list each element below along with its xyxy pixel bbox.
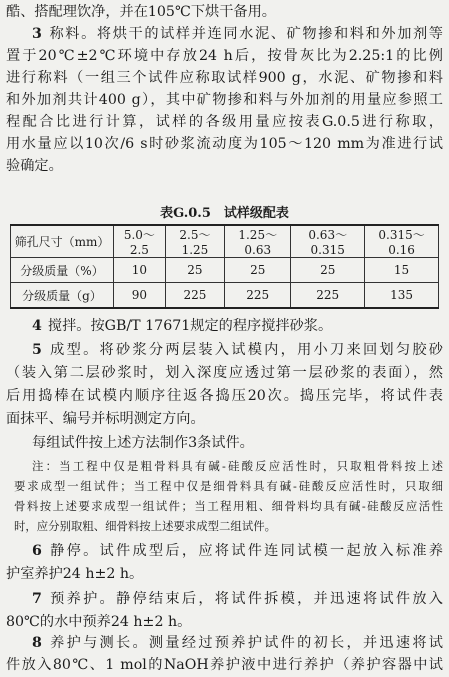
paragraph-line: 验确定。 <box>6 158 63 174</box>
table-cell: 25 <box>291 258 365 283</box>
table-cell: 90 <box>114 283 166 309</box>
table-row <box>11 283 439 309</box>
table-cell: 5.0～2.5 <box>114 225 166 258</box>
item-3-line <box>32 24 443 44</box>
paragraph-line: （装入第二层砂浆时，划入深度应透过第一层砂浆的表面），然 <box>6 365 443 381</box>
item-8-text: 养护与测长。测量经过预养护试件的初长，并迅速将试 <box>47 635 443 651</box>
paragraph-line: 程配合比进行计算，试样的各级用量应按表G.0.5进行称取， <box>6 114 443 130</box>
item-6-text: 静停。试件成型后，应将试件连同试模一起放入标准养 <box>47 543 443 559</box>
item-number: 4 <box>32 318 42 334</box>
item-7-line <box>32 589 443 609</box>
paragraph-line: 和外加剂共计400 g），其中矿物掺和料与外加剂的用量应参照工 <box>6 92 443 108</box>
item-4-line <box>32 316 443 336</box>
item-number: 7 <box>32 591 42 607</box>
item-7-text: 预养护。静停结束后，将试件拆模，并迅速将试件放入 <box>47 591 443 607</box>
item-6-line <box>32 541 443 561</box>
paragraph-line: 面抹平、编号并标明测定方向。 <box>6 411 205 427</box>
note-line: 注：当工程中仅是粗骨料具有碱-硅酸反应活性时，只取粗骨料按上述 <box>32 459 443 473</box>
paragraph-line: 置于20℃±2℃环境中存放24 h后，按骨灰比为2.25:1的比例 <box>6 48 443 64</box>
table-cell: 225 <box>165 283 224 309</box>
table-cell: 135 <box>365 283 439 309</box>
table-cell: 0.63～0.315 <box>291 225 365 258</box>
table-cell: 筛孔尺寸（mm） <box>11 225 114 258</box>
item-4-text: 搅拌。按GB/T 17671规定的程序搅拌砂浆。 <box>47 318 333 334</box>
paragraph-line: 酷、搭配理饮净，并在105℃下烘干备用。 <box>6 4 276 20</box>
table-cell: 1.25～0.63 <box>225 225 291 258</box>
table-cell: 25 <box>165 258 224 283</box>
table-cell: 10 <box>114 258 166 283</box>
table-header-row <box>11 225 439 258</box>
table-cell: 225 <box>291 283 365 309</box>
item-5-line <box>32 340 443 360</box>
table-cell: 0.315～0.16 <box>365 225 439 258</box>
table-cell: 分级质量（g） <box>11 283 114 309</box>
table-cell: 25 <box>225 258 291 283</box>
note-line: 时，应分别取粗、细骨料按上述要求成型二组试件。 <box>14 519 276 533</box>
paragraph-line: 80℃的水中预养24 h±2 h。 <box>6 614 192 630</box>
note-line: 骨料按上述要求成型一组试件；当工程用粗、细骨料均具有碱-硅酸反应活性 <box>14 499 443 513</box>
table-cell: 2.5～1.25 <box>165 225 224 258</box>
table-cell: 225 <box>225 283 291 309</box>
paragraph-line: 护室养护24 h±2 h。 <box>6 566 144 582</box>
paragraph-line: 进行称料（一组三个试件应称取试样900 g，水泥、矿物掺和料 <box>6 70 443 86</box>
table-row <box>11 258 439 283</box>
item-8-line <box>32 633 443 653</box>
item-number: 8 <box>32 635 42 651</box>
paragraph-line: 用水量应以10次/6 s时砂浆流动度为105～120 mm为准进行试 <box>6 136 443 152</box>
item-5-text: 成型。将砂浆分两层装入试模内，用小刀来回划匀胶砂 <box>47 342 443 358</box>
summary-line: 每组试件按上述方法制作3条试件。 <box>32 435 254 451</box>
note-line: 要求成型一组试件；当工程中仅是细骨料具有碱-硅酸反应活性时，只取细 <box>14 479 443 493</box>
grading-table <box>10 224 439 309</box>
table-caption: 表G.0.5 试样级配表 <box>160 206 289 221</box>
table-cell: 15 <box>365 258 439 283</box>
table-cell: 分级质量（%） <box>11 258 114 283</box>
paragraph-line: 后用捣棒在试模内顺序往返各捣压20次。捣压完毕，将试件表 <box>6 388 443 404</box>
item-number: 6 <box>32 543 42 559</box>
item-number: 3 <box>32 26 42 42</box>
item-3-text: 称料。将烘干的试样并连同水泥、矿物掺和料和外加剂等 <box>47 26 443 42</box>
paragraph-line: 件放入80℃、1 mol的NaOH养护液中进行养护（养护容器中试 <box>6 657 443 673</box>
item-number: 5 <box>32 342 42 358</box>
